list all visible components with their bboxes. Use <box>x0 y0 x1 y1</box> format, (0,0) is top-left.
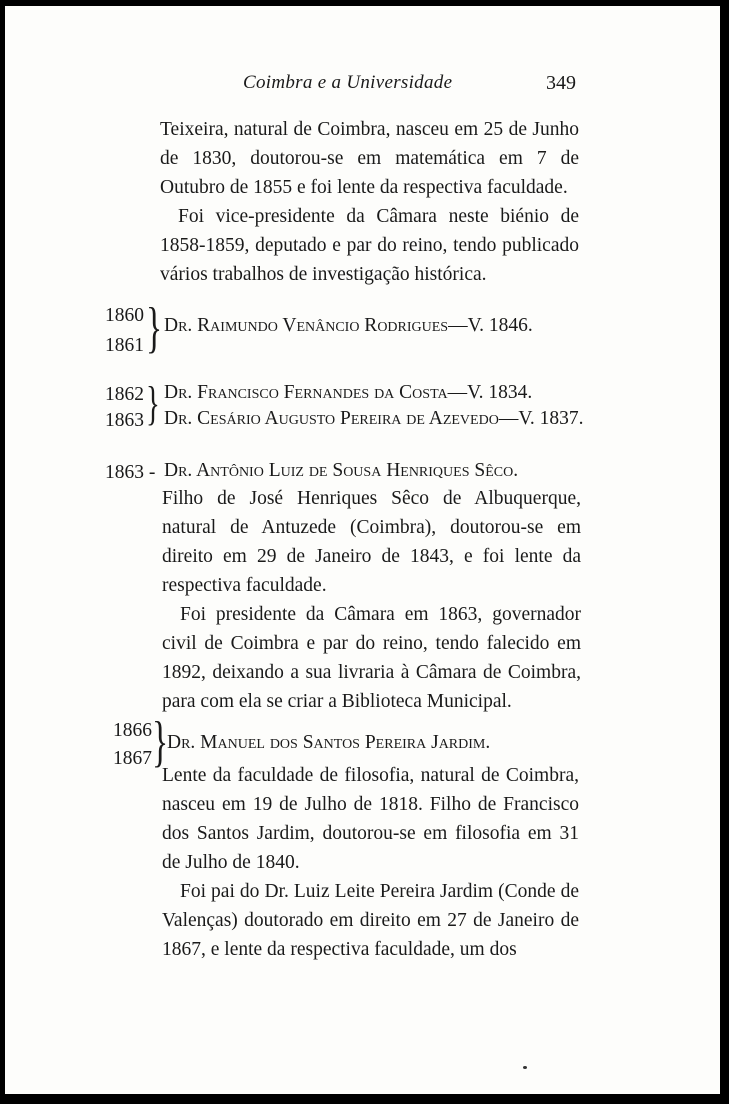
paragraph: Lente da faculdade de filosofia, natural de Coimbra, nasceu em 19 de Julho de 1818. Filho de Francisco dos Santos Jardim, doutorou-se em filosofia em 31 de Julho de 1840. <box>162 765 579 873</box>
ink-speck <box>523 1066 527 1069</box>
book-page <box>5 6 720 1094</box>
year-label: 1860 <box>105 305 144 326</box>
year-label: 1862 <box>105 384 144 405</box>
brace-glyph: } <box>152 711 169 773</box>
paragraph-block-seco <box>162 484 581 716</box>
entry-name: Dr. Cesário Augusto Pereira de Azevedo—V. 1837. <box>164 408 584 429</box>
year-label: 1863 - <box>105 462 156 483</box>
paragraph: Filho de José Henriques Sêco de Albuquerque, natural de Antuzede (Coimbra), doutorou-se em direito em 29 de Janeiro de 1843, e foi lente da respectiva faculdade. <box>162 488 581 596</box>
entry-heading <box>164 315 533 337</box>
entry-heading <box>164 382 532 404</box>
entry-heading <box>164 460 518 482</box>
running-title: Coimbra e a Universidade <box>243 72 453 93</box>
year-label: 1863 <box>105 410 144 431</box>
entry-heading <box>164 408 584 430</box>
page-number: 349 <box>546 72 576 94</box>
entry-name: Dr. Raimundo Venâncio Rodrigues—V. 1846. <box>164 315 533 336</box>
entry-name: Dr. Antônio Luiz de Sousa Henriques Sêco. <box>164 460 519 481</box>
year-label: 1867 <box>113 748 152 769</box>
paragraph: Foi presidente da Câmara em 1863, governador civil de Coimbra e par do reino, tendo falecido em 1892, deixando a sua livraria à Câmara de Coimbra, para com ela se criar a Biblioteca Municipal. <box>162 604 581 712</box>
entry-heading <box>167 732 490 754</box>
paragraph: Foi pai do Dr. Luiz Leite Pereira Jardim (Conde de Valenças) doutorado em direito em 27 de Janeiro de 1867, e lente da respectiva faculdade, um dos <box>162 881 579 960</box>
entry-name: Dr. Francisco Fernandes da Costa—V. 1834. <box>164 382 533 403</box>
year-label: 1866 <box>113 720 152 741</box>
paragraph: Teixeira, natural de Coimbra, nasceu em 25 de Junho de 1830, doutorou-se em matemática em 7 de Outubro de 1855 e foi lente da respectiva faculdade. <box>160 119 579 198</box>
paragraph: Foi vice-presidente da Câmara neste biénio de 1858-1859, deputado e par do reino, tendo publicado vários trabalhos de investigação histórica. <box>160 206 579 285</box>
brace-glyph: } <box>146 377 160 430</box>
entry-name: Dr. Manuel dos Santos Pereira Jardim. <box>167 732 491 753</box>
year-label: 1861 <box>105 335 144 356</box>
paragraph-block-jardim <box>162 761 579 964</box>
paragraph-block-teixeira <box>160 115 579 289</box>
brace-glyph: } <box>146 297 163 359</box>
